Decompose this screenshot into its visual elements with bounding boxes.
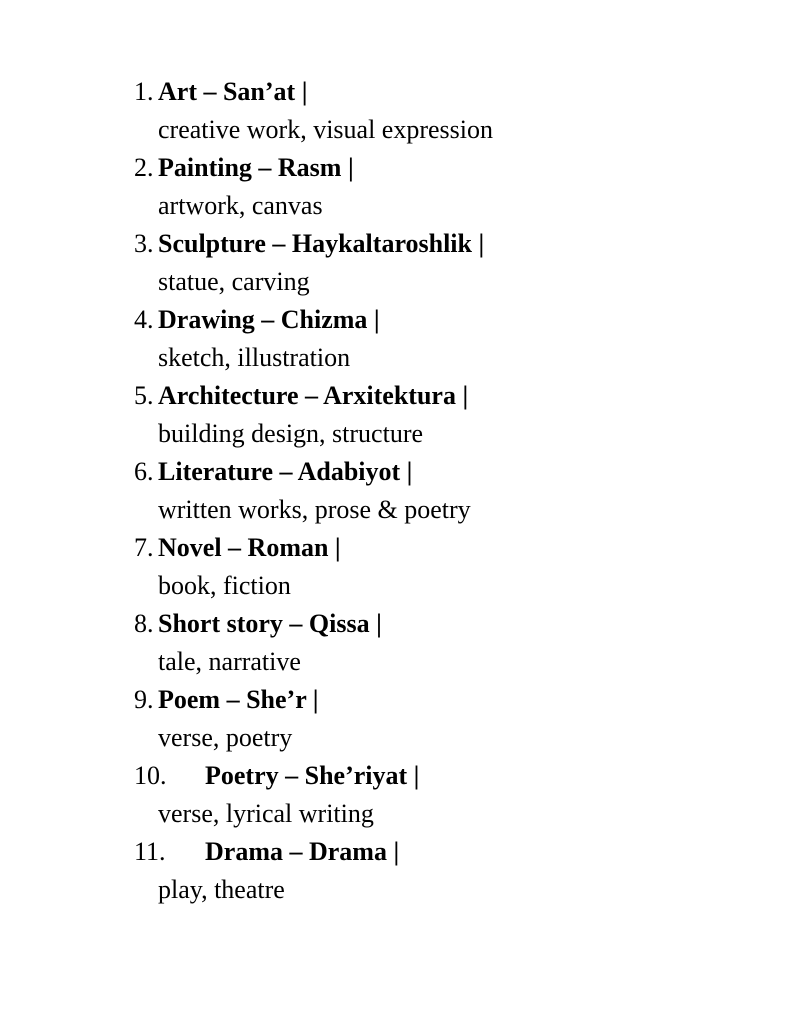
list-item [134,377,754,453]
item-description: creative work, visual expression [158,115,494,144]
item-description: tale, narrative [158,647,301,676]
item-description: play, theatre [158,875,285,904]
item-description: verse, lyrical writing [158,799,374,828]
item-term: Poem – She’r | [158,685,319,714]
item-term: Drawing – Chizma | [158,305,380,334]
item-number: 5. [134,381,154,410]
item-description: verse, poetry [158,723,293,752]
item-number: 4. [134,305,154,334]
item-number: 6. [134,457,154,486]
list-item [134,833,754,909]
list-item [134,529,754,605]
list-item [134,225,754,301]
list-item [134,149,754,225]
item-term: Art – San’at | [158,77,308,106]
entry-heading [134,301,754,339]
entry-heading [134,377,754,415]
entry-heading [134,681,754,719]
item-description: sketch, illustration [158,343,351,372]
item-number: 1. [134,77,154,106]
entry-heading [134,225,754,263]
item-number: 11. [134,837,166,866]
entry-heading [134,453,754,491]
item-description: building design, structure [158,419,424,448]
item-term: Drama – Drama | [205,837,400,866]
item-description: statue, carving [158,267,310,296]
list-item [134,757,754,833]
item-number: 3. [134,229,154,258]
item-description: artwork, canvas [158,191,323,220]
item-number: 9. [134,685,154,714]
item-description: book, fiction [158,571,291,600]
entry-heading [134,529,754,567]
item-term: Novel – Roman | [158,533,341,562]
item-term: Sculpture – Haykaltaroshlik | [158,229,485,258]
item-term: Short story – Qissa | [158,609,382,638]
item-number: 10. [134,761,167,790]
item-term: Poetry – She’riyat | [205,761,420,790]
item-term: Architecture – Arxitektura | [158,381,469,410]
item-term: Painting – Rasm | [158,153,354,182]
vocabulary-list [134,73,754,909]
entry-heading [134,73,754,111]
item-number: 2. [134,153,154,182]
item-description: written works, prose & poetry [158,495,471,524]
list-item [134,301,754,377]
list-item [134,605,754,681]
item-number: 7. [134,533,154,562]
list-item [134,73,754,149]
entry-heading [134,833,754,871]
list-item [134,453,754,529]
entry-heading [134,757,754,795]
item-number: 8. [134,609,154,638]
entry-heading [134,605,754,643]
entry-heading [134,149,754,187]
item-term: Literature – Adabiyot | [158,457,413,486]
list-item [134,681,754,757]
